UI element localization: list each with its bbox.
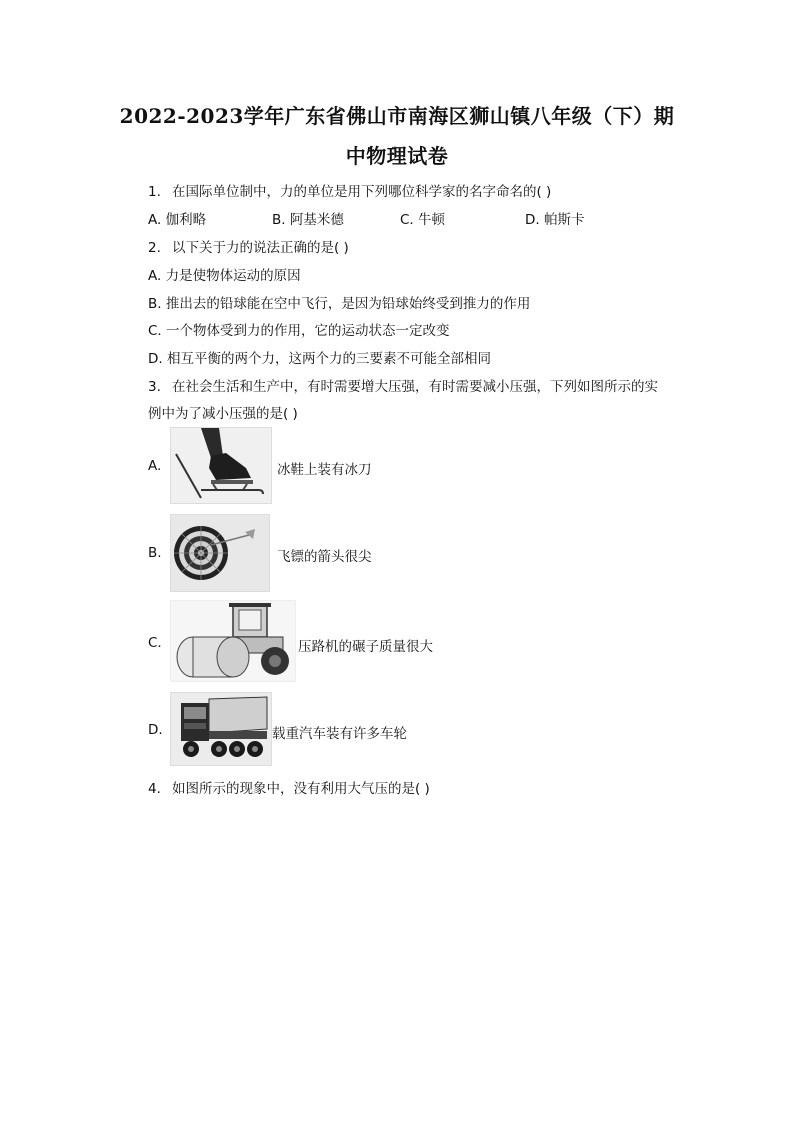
road-roller-icon — [170, 600, 296, 682]
q2-option-b: B. 推出去的铅球能在空中飞行，是因为铅球始终受到推力的作用 — [148, 296, 531, 312]
ice-skate-icon — [170, 427, 272, 504]
question-1 — [148, 180, 551, 200]
q3-option-b-caption: 飞镖的箭头很尖 — [277, 549, 372, 565]
exam-title-line2: 中物理试卷 — [345, 144, 449, 168]
question-number: 4. — [148, 781, 161, 797]
question-3 — [148, 375, 658, 395]
q3-option-c-caption: 压路机的碾子质量很大 — [298, 639, 433, 655]
q2-option-c: C. 一个物体受到力的作用，它的运动状态一定改变 — [148, 323, 450, 339]
q1-option-c: C. 牛顿 — [400, 212, 446, 228]
q1-option-a: A. 伽利略 — [148, 212, 207, 228]
question-2 — [148, 236, 349, 256]
q3-option-c-label: C. — [148, 635, 162, 651]
q3-option-d-caption: 载重汽车装有许多车轮 — [272, 726, 407, 742]
dartboard-icon — [170, 514, 270, 592]
question-text: 以下关于力的说法正确的是( ) — [172, 240, 349, 256]
q3-option-a-label: A. — [148, 458, 162, 474]
question-text: 如图所示的现象中，没有利用大气压的是( ) — [172, 781, 430, 797]
q1-option-b: B. 阿基米德 — [272, 212, 344, 228]
q2-option-d: D. 相互平衡的两个力，这两个力的三要素不可能全部相同 — [148, 351, 491, 367]
question-number: 2. — [148, 240, 161, 256]
question-number: 3. — [148, 379, 161, 395]
heavy-truck-icon — [170, 692, 272, 766]
q3-option-b-label: B. — [148, 545, 162, 561]
q3-option-a-caption: 冰鞋上装有冰刀 — [277, 462, 372, 478]
q2-option-a: A. 力是使物体运动的原因 — [148, 268, 301, 284]
question-4 — [148, 777, 430, 797]
question-3-continued: 例中为了减小压强的是( ) — [148, 406, 298, 422]
q3-option-d-label: D. — [148, 722, 163, 738]
question-text: 在社会生活和生产中，有时需要增大压强，有时需要减小压强，下列如图所示的实 — [172, 379, 658, 395]
question-number: 1. — [148, 184, 161, 200]
question-text: 在国际单位制中，力的单位是用下列哪位科学家的名字命名的( ) — [172, 184, 552, 200]
q1-option-d: D. 帕斯卡 — [525, 212, 585, 228]
exam-title-line1: 2022-2023学年广东省佛山市南海区狮山镇八年级（下）期 — [119, 104, 675, 128]
